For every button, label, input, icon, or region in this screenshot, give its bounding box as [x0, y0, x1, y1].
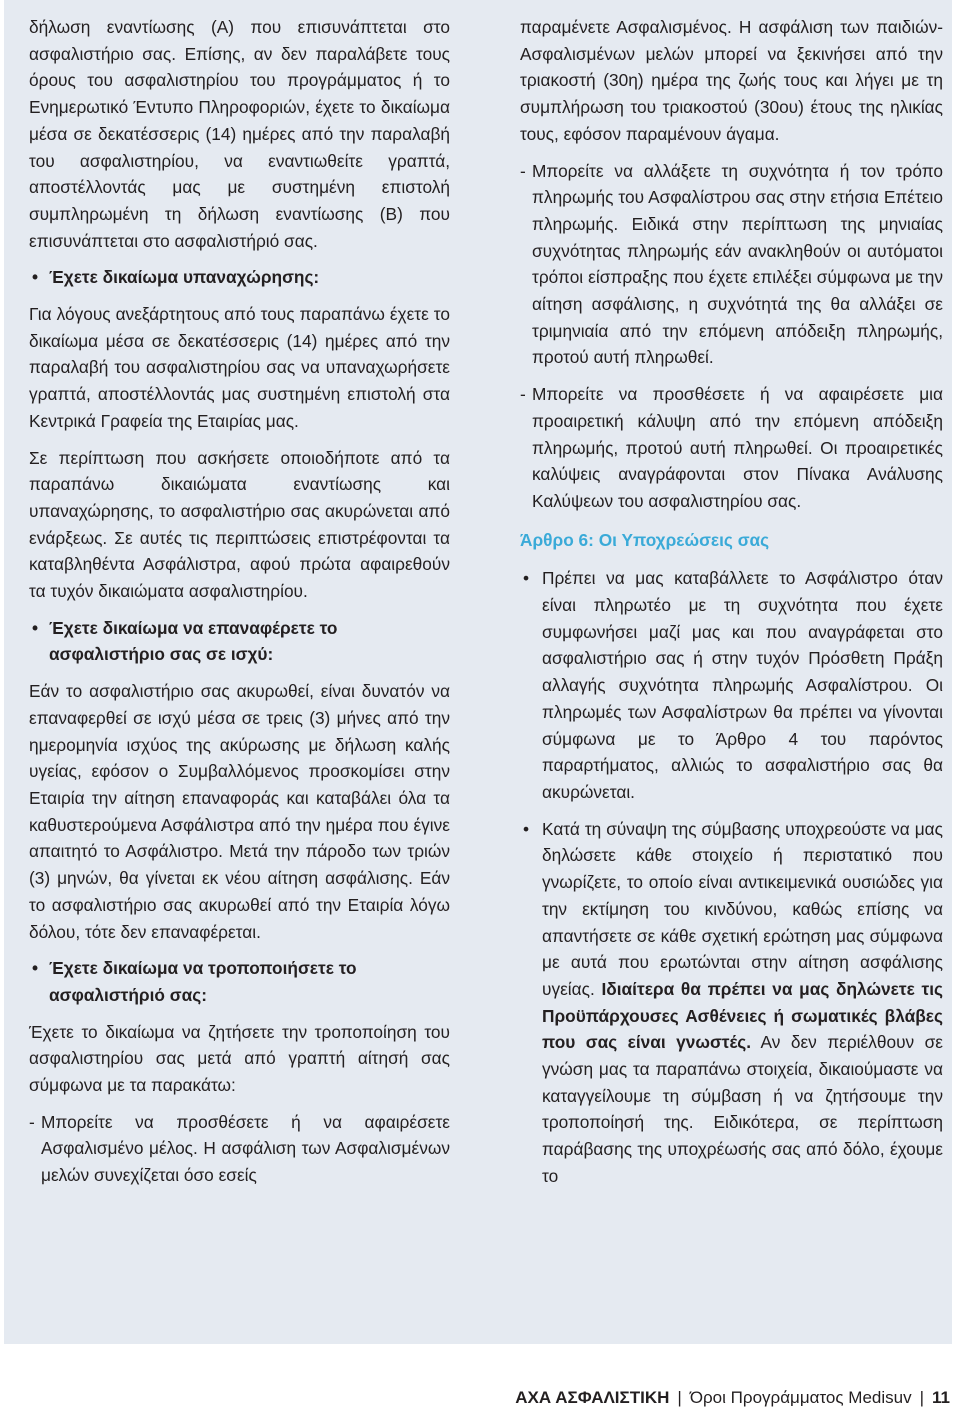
list-item — [29, 1109, 450, 1189]
paragraph: δήλωση εναντίωσης (Α) που επισυνάπτεται στο ασφαλιστήριο σας. Επίσης, αν δεν παραλάβετε τους όρους του ασφαλιστηρίου του προγράμματος ή το Ενημερωτικό Έντυπο Πληροφοριών, έχετε το δικαίωμα μέσα σε δεκατέσσερις (14) ημέρες από την παραλαβή του ασφαλιστηρίου, να εναντιωθείτε γραπτά, αποστέλλοντάς μας με συστημένη επιστολή συμπληρωμένη τη δήλωση εναντίωσης (Β) που επισυνάπτεται στο ασφαλιστήριό σας. — [29, 17, 450, 251]
paragraph: Σε περίπτωση που ασκήσετε οποιοδήποτε από τα παραπάνω δικαιώματα εναντίωσης και υπαναχώρησης, το ασφαλιστήριο σας ακυρώνεται από ενάρξεως. Σε αυτές τις περιπτώσεις επιστρέφονται τα καταβληθέντα Ασφάλιστρα, αφού πρώτα αφαιρεθούν τα τυχόν δικαιώματα ασφαλιστηρίου. — [29, 447, 450, 602]
bullet-marker: • — [523, 818, 530, 839]
paragraph-continued: παραμένετε Ασφαλισμένος. Η ασφάλιση των παιδιών-Ασφαλισμένων μελών μπορεί να ξεκινήσει από την τριακοστή (30η) ημέρα της ζωής τους και λήγει με τη συμπλήρωση του τριακοστού (30ου) έτους της ηλικίας τους, εφόσον παραμένουν άγαμα. — [520, 17, 943, 144]
page-number: 11 — [932, 1388, 950, 1407]
list-item-text: Μπορείτε να αλλάξετε τη συχνότητα ή τον τρόπο πληρωμής του Ασφαλίστρου σας στην ετήσια Επέτειο πληρωμής. Ειδικά στην περίπτωση της μηνιαίας συχνότητας πληρωμής εάν ανακληθούν οι αυτόματοι τρόποι είσπραξης που έχετε επιλέξει σύμφωνα με την αίτηση ασφάλισης, η συχνότητά της θα αλλάξει σε τριμηνιαία από την επόμενη απόδειξη πληρωμής, προτού αυτή πληρωθεί. — [532, 160, 943, 368]
list-item-text: Πρέπει να μας καταβάλλετε το Ασφάλιστρο όταν είναι πληρωτέο με τη συχνότητα που έχετε συμφωνήσει μαζί μας και που αναγράφεται στο ασφαλιστήριο σας ή στην τυχόν Πρόσθετη Πράξη αλλαγής συχνότητα πληρωμής Ασφαλίστρου. Οι πληρωμές των Ασφαλίστρων θα πρέπει να γίνονται σύμφωνα με το Άρθρο 4 του παρόντος παραρτήματος, αλλιώς το ασφαλιστήριο σας θα ακυρώνεται. — [542, 568, 943, 802]
list-item — [520, 816, 943, 1190]
section-heading-withdrawal: • Έχετε δικαίωμα υπαναχώρησης: — [29, 264, 450, 291]
content-panel — [4, 0, 952, 1344]
list-item-text: Κατά τη σύναψη της σύμβασης υποχρεούστε να μας δηλώσετε κάθε στοιχείο ή περιστατικό που γνωρίζετε, το οποίο είναι αντικειμενικά ουσιώδες για την εκτίμηση του κινδύνου, καθώς επίσης να απαντήσετε σε κάθε σχετική ερώτηση μας σύμφωνα με αυτά που ερωτώνται στην αίτηση ασφάλισης υγείας. — [542, 818, 943, 999]
page-footer — [515, 1388, 950, 1408]
section-heading-reinstatement: • Έχετε δικαίωμα να επαναφέρετε το ασφαλιστήριο σας σε ισχύ: — [29, 615, 450, 668]
section-heading-modification: • Έχετε δικαίωμα να τροποποιήσετε το ασφαλιστήριό σας: — [29, 955, 450, 1008]
bullet-marker: • — [523, 568, 530, 589]
emphasized-text: Ιδιαίτερα θα πρέπει να μας δηλώνετε τις Προϋπάρχουσες Ασθένειες ή σωματικές βλάβες που σας είναι γνωστές. — [542, 978, 943, 1053]
footer-divider: | — [919, 1388, 925, 1407]
list-item-text: Μπορείτε να προσθέσετε ή να αφαιρέσετε μια προαιρετική κάλυψη από την επόμενη απόδειξη πληρωμής, προτού αυτή πληρωθεί. Οι προαιρετικές καλύψεις αναγράφονται στον Πίνακα Ανάλυσης Καλύψεων του ασφαλιστηρίου σας. — [532, 384, 943, 511]
list-item — [520, 565, 943, 805]
footer-divider: | — [677, 1388, 682, 1407]
paragraph: Για λόγους ανεξάρτητους από τους παραπάνω έχετε το δικαίωμα μέσα σε δεκατέσσερις (14) ημέρες από την παραλαβή του ασφαλιστηρίου σας να υπαναχωρήσετε γραπτά, αποστέλλοντάς μας συστημένη επιστολή στα Κεντρικά Γραφεία της Εταιρίας μας. — [29, 304, 450, 431]
footer-doc-title: Όροι Προγράμματος Medisuv — [689, 1388, 912, 1407]
article-title: Άρθρο 6: Οι Υποχρεώσεις σας — [520, 529, 770, 550]
dash-marker: - — [29, 1111, 35, 1132]
footer-brand: ΑΧΑ ΑΣΦΑΛΙΣΤΙΚΗ — [515, 1388, 670, 1407]
dash-marker: - — [520, 384, 526, 405]
paragraph: Εάν το ασφαλιστήριο σας ακυρωθεί, είναι δυνατόν να επαναφερθεί σε ισχύ μέσα σε τρεις (3) μήνες από την ημερομηνία ισχύος της ακύρωσης με δήλωση καλής υγείας, εφόσον ο Συμβαλλόμενος προσκομίσει στην Εταιρία την αίτηση επαναφοράς και καταβάλει όλα τα καθυστερούμενα Ασφάλιστρα από την ημέρα που έγινε απαιτητό το Ασφάλιστρο. Μετά την πάροδο των τριών (3) μηνών, θα γίνεται εκ νέου αίτηση ασφάλισης. Εάν το ασφαλιστήριο σας ακυρωθεί από την Εταιρία λόγω δόλου, τότε δεν επαναφέρεται. — [29, 681, 450, 942]
left-column — [29, 14, 450, 1189]
list-item — [520, 158, 943, 372]
list-item-text: Μπορείτε να προσθέσετε ή να αφαιρέσετε Ασφαλισμένο μέλος. Η ασφάλιση των Ασφαλισμένων μελών συνεχίζεται όσο εσείς — [41, 1111, 450, 1186]
right-column — [520, 14, 943, 1190]
list-item-text: Αν δεν περιέλθουν σε γνώση μας τα παραπάνω στοιχεία, δικαιούμαστε να καταγγείλουμε τη σύμβαση ή να ζητήσουμε την τροποποίησή της. Ειδικότερα, σε περίπτωση παράβασης της υποχρέωσής σας από δόλο, έχουμε το — [542, 1032, 943, 1186]
paragraph: Έχετε το δικαίωμα να ζητήσετε την τροποποίηση του ασφαλιστηρίου σας μετά από γραπτή αίτησή σας σύμφωνα με τα παρακάτω: — [29, 1021, 450, 1096]
list-item — [520, 381, 943, 515]
dash-marker: - — [520, 160, 526, 181]
